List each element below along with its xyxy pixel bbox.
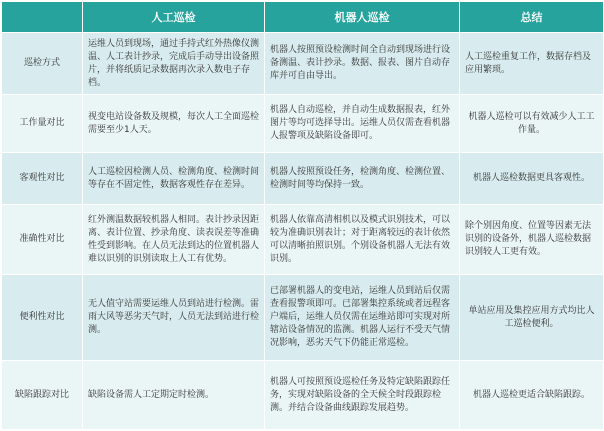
robot-cell: 已部署机器人的变电站，运维人员到站后仅需查看报警项即可。已部署集控系统或者远程客户端后，运维人员仅需在运维站即可实现对所辖站设备情况的监测。机器人运行不受天气情况影响，恶劣天气下仍能正常巡检。	[265, 275, 460, 361]
header-row	[2, 2, 604, 33]
row-label: 缺陷跟踪对比	[2, 361, 83, 430]
comparison-table	[1, 1, 604, 430]
header-summary: 总结	[460, 2, 604, 33]
row-label: 便利性对比	[2, 275, 83, 361]
robot-cell: 机器人按照预设任务，检测角度、检测位置、检测时间等均保持一致。	[265, 153, 460, 205]
header-robot-inspection: 机器人巡检	[265, 2, 460, 33]
manual-cell: 缺陷设备需人工定期定时检测。	[83, 361, 265, 430]
table-row	[2, 153, 604, 205]
robot-cell: 机器人自动巡检，并自动生成数据报表，红外图片等均可选择导出。运维人员仅需查看机器人报警项及缺陷设备即可。	[265, 95, 460, 153]
row-label: 工作量对比	[2, 95, 83, 153]
header-corner	[2, 2, 83, 33]
robot-cell: 机器人依靠高清相机以及模式识别技术，可以较为准确识别表计；对于距离较远的表计依然可以清晰拍照识别。个别设备机器人无法有效识别。	[265, 205, 460, 275]
table-row	[2, 33, 604, 95]
table-row	[2, 95, 604, 153]
header-manual-inspection: 人工巡检	[83, 2, 265, 33]
row-label: 巡检方式	[2, 33, 83, 95]
table-row	[2, 275, 604, 361]
summary-cell: 人工巡检重复工作，数据存档及应用繁琐。	[460, 33, 604, 95]
manual-cell: 红外测温数据较机器人相同。表计抄录因距离、表计位置、抄录角度、读表误差等准确性受到影响。在人员无法到达的位置机器人难以识别的识别读取上人工有优势。	[83, 205, 265, 275]
manual-cell: 视变电站设备数及规模，每次人工全面巡检需要至少1人天。	[83, 95, 265, 153]
table-row	[2, 361, 604, 430]
robot-cell: 机器人可按照预设巡检任务及特定缺陷跟踪任务，实现对缺陷设备的全天候全时段跟踪检测。并结合设备曲线跟踪发展趋势。	[265, 361, 460, 430]
summary-cell: 机器人巡检更适合缺陷跟踪。	[460, 361, 604, 430]
summary-cell: 除个别因角度、位置等因素无法识别的设备外，机器人巡检数据识别较人工更有效。	[460, 205, 604, 275]
row-label: 准确性对比	[2, 205, 83, 275]
summary-cell: 机器人巡检数据更具客观性。	[460, 153, 604, 205]
manual-cell: 无人值守站需要运维人员到站进行检测。雷雨大风等恶劣天气时，人员无法到站进行检测。	[83, 275, 265, 361]
row-label: 客观性对比	[2, 153, 83, 205]
manual-cell: 运维人员到现场，通过手持式红外热像仪测温、人工表计抄录，完成后手动导出设备照片，并将纸质记录数据再次录入数电子存档。	[83, 33, 265, 95]
manual-cell: 人工巡检因检测人员、检测角度、检测时间等存在不固定性，数据客观性存在差异。	[83, 153, 265, 205]
table-row	[2, 205, 604, 275]
summary-cell: 单站应用及集控应用方式均比人工巡检便利。	[460, 275, 604, 361]
robot-cell: 机器人按照预设检测时间全自动到现场进行设备测温、表计抄录。数据、报表、图片自动存库并可自由导出。	[265, 33, 460, 95]
summary-cell: 机器人巡检可以有效减少人工工作量。	[460, 95, 604, 153]
